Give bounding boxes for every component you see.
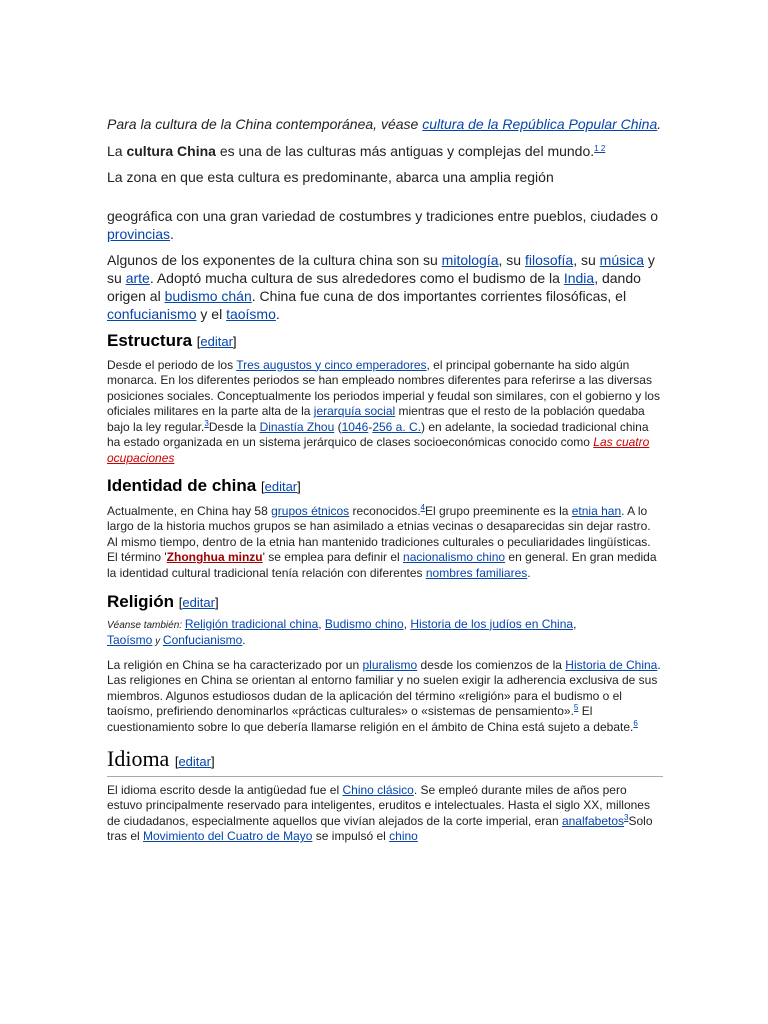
edit-section-religion: [editar] xyxy=(178,594,219,610)
link-musica[interactable]: música xyxy=(599,251,645,268)
section-heading-idioma: Idioma [editar] xyxy=(107,746,663,777)
section-heading-estructura: Estructura [editar] xyxy=(107,330,237,350)
link-religion-tradicional[interactable]: Religión tradicional china xyxy=(184,616,319,631)
link-nombres-familiares[interactable]: nombres familiares xyxy=(425,566,528,581)
link-chino[interactable]: chino xyxy=(389,829,418,844)
link-budismo-chino[interactable]: Budismo chino xyxy=(324,616,404,631)
reference-6[interactable]: 6 xyxy=(633,719,638,728)
link-256-ac[interactable]: 256 a. C. xyxy=(372,419,422,434)
link-cuatro-ocupaciones[interactable]: Las cuatro ocupaciones xyxy=(107,435,650,466)
identidad-paragraph: Actualmente, en China hay 58 grupos étnicos reconocidos.$^4$El grupo preeminente es la etnia han. A lo largo de la historia muchos grupos se han asimilado a etnias vecinas o desaparecidas sin dejar rastro. Al mismo tiempo, dentro de la etnia han mantenido tradiciones culturales o peculiaridades lingüísticas. El término 'Zhonghua minzu' se emplea para definir el nacionalismo chino en general. En gran medida la identidad cultural tradicional tenía relación con diferentes nombres familiares. xyxy=(107,502,657,581)
link-dinastia-zhou[interactable]: Dinastía Zhou xyxy=(259,419,335,434)
link-historia-china[interactable]: Historia de China xyxy=(565,657,658,672)
idioma-paragraph: El idioma escrito desde la antigüedad fue el Chino clásico. Se empleó durante miles de años pero estuvo principalmente reservado para inteligentes, eruditos e intelectuales. Hasta el siglo XX, millones de ciudadanos, especialmente aquellos que vivían alejados de la corte imperial, eran analfabetos$^3$Solo tras el Movimiento del Cuatro de Mayo se impulsó el chino xyxy=(107,782,653,844)
link-chino-clasico[interactable]: Chino clásico xyxy=(342,782,414,797)
article-content xyxy=(107,116,663,845)
link-judios-china[interactable]: Historia de los judíos en China xyxy=(410,616,574,631)
reference-3b[interactable]: 3 xyxy=(624,812,629,822)
section-heading-identidad: Identidad de china [editar] xyxy=(107,475,301,495)
intro-paragraph-2-cont: geográfica con una gran variedad de costumbres y tradiciones entre pueblos, ciudades o provincias. xyxy=(107,207,659,242)
link-mitologia[interactable]: mitología xyxy=(441,251,499,268)
edit-section-identidad: [editar] xyxy=(260,478,301,494)
section-heading-religion: Religión [editar] xyxy=(107,591,219,611)
hatnote-link[interactable]: cultura de la República Popular China xyxy=(422,116,658,132)
link-provincias[interactable]: provincias xyxy=(107,225,171,242)
edit-link-estructura[interactable]: editar xyxy=(200,333,233,349)
link-tres-augustos[interactable]: Tres augustos y cinco emperadores xyxy=(236,357,427,372)
link-analfabetos[interactable]: analfabetos xyxy=(561,813,625,828)
link-confucianismo[interactable]: confucianismo xyxy=(107,305,197,322)
link-grupos-etnicos[interactable]: grupos étnicos xyxy=(271,503,350,518)
estructura-paragraph: Desde el periodo de los Tres augustos y cinco emperadores, el principal gobernante ha sido algún monarca. En los diferentes periodos se han empleado nombres diferentes para referirse a las diversas posiciones sociales. Conceptualmente los periodos imperial y feudal son similares, con el gobierno y los oficiales militares en la parte alta de la jerarquía social mientras que el resto de la población quedaba bajo la ley regular.$^3$Desde la Dinastía Zhou (1046-256 a. C.) en adelante, la sociedad tradicional china ha estado organizada en un sistema jerárquico de clases socioeconómicas conocido como Las cuatro ocupaciones xyxy=(107,357,660,466)
intro-paragraph-3: Algunos de los exponentes de la cultura china son su mitología, su filosofía, su música y su arte. Adoptó mucha cultura de sus alrededores como el budismo de la India, dando origen al budismo chán. China fue cuna de dos importantes corrientes filosóficas, el confucianismo y el taoísmo. xyxy=(107,251,655,322)
reference-3[interactable]: 3 xyxy=(204,418,209,428)
edit-section-estructura: [editar] xyxy=(196,333,237,349)
see-also: Véanse también: Religión tradicional china, Budismo chino, Historia de los judíos en China, Taoísmo y Confucianismo. xyxy=(107,616,577,648)
edit-link-idioma[interactable]: editar xyxy=(178,753,211,769)
link-pluralismo[interactable]: pluralismo xyxy=(362,657,418,672)
intro-paragraph-1: La cultura China es una de las culturas más antiguas y complejas del mundo.$^{1 2}$ xyxy=(107,142,606,159)
link-movimiento-cuatro-mayo[interactable]: Movimiento del Cuatro de Mayo xyxy=(143,829,313,844)
edit-link-identidad[interactable]: editar xyxy=(264,478,298,494)
link-zhonghua-minzu[interactable]: Zhonghua minzu xyxy=(166,550,263,565)
link-jerarquia-social[interactable]: jerarquía social xyxy=(313,404,396,419)
intro-paragraph-2: La zona en que esta cultura es predominante, abarca una amplia región xyxy=(107,168,554,185)
link-confucianismo-see[interactable]: Confucianismo xyxy=(162,633,243,648)
link-india[interactable]: India xyxy=(563,269,595,286)
link-etnia-han[interactable]: etnia han xyxy=(571,503,622,518)
edit-link-religion[interactable]: editar xyxy=(182,594,215,610)
edit-section-idioma: [editar] xyxy=(174,753,215,769)
link-budismo-chan[interactable]: budismo chán xyxy=(164,287,252,304)
religion-paragraph: La religión en China se ha caracterizado por un pluralismo desde los comienzos de la Historia de China. Las religiones en China se orientan al entorno familiar y no suelen exigir la adherencia exclusiva de sus miembros. Algunos estudiosos dudan de la aplicación del término «religión» para el budismo o el taoísmo, prefiriendo denominarlos «prácticas culturales» o «sistemas de pensamiento».$^5$ El cuestionamiento sobre lo que debería llamarse religión en el ámbito de China está sujeto a debate.$^6$ xyxy=(107,657,661,734)
link-taoismo-see[interactable]: Taoísmo xyxy=(107,633,153,648)
reference-1-2[interactable]: 1 2 xyxy=(594,143,606,153)
link-arte[interactable]: arte xyxy=(125,269,150,286)
reference-4[interactable]: 4 xyxy=(420,502,425,512)
reference-5[interactable]: 5 xyxy=(573,703,579,713)
link-1046[interactable]: 1046 xyxy=(341,419,369,434)
hatnote: Para la cultura de la China contemporánea, véase cultura de la República Popular China. xyxy=(107,116,662,132)
link-taoismo[interactable]: taoísmo xyxy=(226,305,276,322)
link-nacionalismo-chino[interactable]: nacionalismo chino xyxy=(403,550,506,565)
link-filosofia[interactable]: filosofía xyxy=(524,251,574,268)
